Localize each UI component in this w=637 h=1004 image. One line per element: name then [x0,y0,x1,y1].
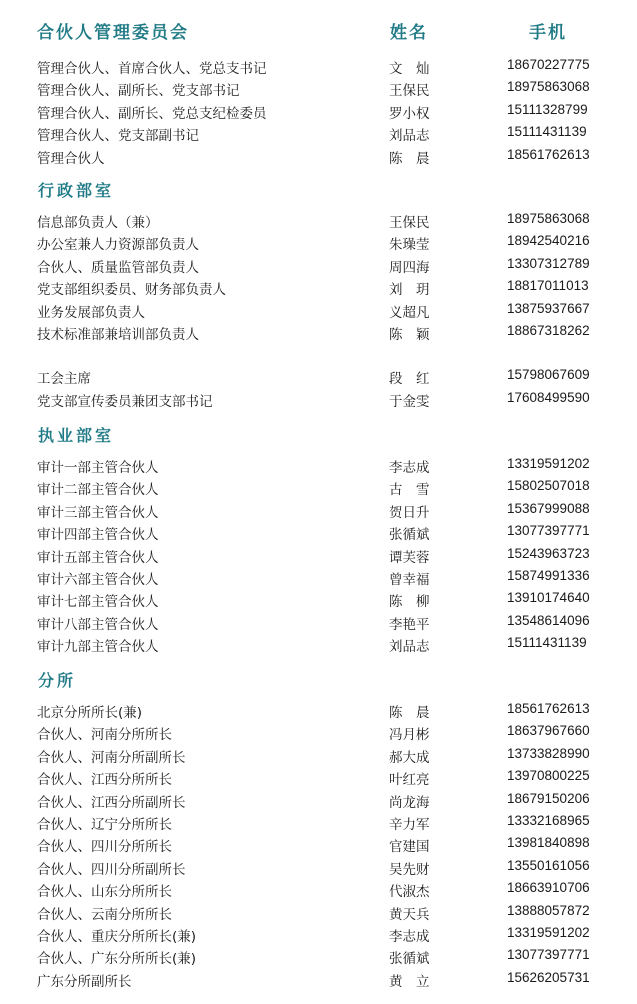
row-phone: 15243963723 [507,545,590,561]
row-phone: 18942540216 [507,233,590,249]
row-title: 办公室兼人力资源部负责人 [37,237,199,254]
row-phone: 18679150206 [507,790,590,806]
directory-row [0,858,637,880]
row-phone: 15798067609 [507,367,590,383]
row-phone: 13319591202 [507,925,590,940]
row-phone: 18817011013 [507,278,589,294]
row-phone: 13548614096 [507,612,590,628]
row-phone: 13970800225 [507,768,590,784]
row-name: 李志成 [389,460,430,476]
row-name: 文 灿 [389,61,430,77]
row-title: 业务发展部负责人 [37,304,145,321]
row-name: 李艳平 [389,616,430,633]
row-phone: 13307312789 [507,255,590,271]
row-name: 辛力军 [389,817,430,833]
directory-row [0,813,637,835]
section-heading: 执业部室 [38,426,115,445]
row-title: 合伙人、四川分所所长 [37,839,172,856]
row-phone: 13910174640 [507,590,590,606]
row-name: 张循斌 [389,527,430,544]
row-title: 党支部组织委员、财务部负责人 [37,282,226,299]
row-title: 合伙人、江西分所所长 [37,772,172,789]
row-phone: 13077397771 [507,523,590,539]
row-name: 黄天兵 [389,906,430,923]
directory-row [0,546,637,568]
row-phone: 15626205731 [507,969,590,985]
row-name: 陈 晨 [389,705,430,721]
directory-header [0,18,637,46]
row-name: 黄 立 [389,973,430,990]
directory-row [0,791,637,813]
row-name: 吴先财 [389,861,430,878]
row-title: 合伙人、云南分所所长 [37,906,172,923]
row-phone: 18975863068 [507,79,590,95]
row-title: 合伙人、广东分所所长(兼) [37,951,197,968]
row-title: 审计一部主管合伙人 [37,460,159,476]
directory-row [0,478,637,500]
directory-row [0,746,637,768]
row-name: 张循斌 [389,951,430,968]
row-phone: 15802507018 [507,478,590,494]
directory-row [0,301,637,323]
row-phone: 18561762613 [507,701,590,716]
row-title: 管理合伙人、副所长、党支部书记 [37,83,240,100]
directory-row [0,635,637,657]
directory-row [0,367,637,389]
directory-row [0,390,637,412]
row-title: 审计三部主管合伙人 [37,504,159,521]
directory-row [0,701,637,723]
name-column-header: 姓名 [390,23,428,43]
row-name: 冯月彬 [389,727,430,744]
directory-row [0,211,637,233]
row-title: 合伙人、山东分所所长 [37,884,172,901]
row-name: 陈 颖 [389,327,430,343]
row-title: 北京分所所长(兼) [37,705,143,721]
row-name: 陈 柳 [389,594,430,611]
row-title: 审计七部主管合伙人 [37,594,159,611]
directory-row [0,947,637,969]
row-phone: 15111328799 [507,101,588,117]
row-phone: 13319591202 [507,456,590,471]
directory-row [0,501,637,523]
directory-row [0,147,637,169]
row-phone: 15874991336 [507,568,590,583]
phone-column-header: 手机 [529,23,567,43]
row-title: 管理合伙人、党支部副书记 [37,128,199,145]
row-title: 审计九部主管合伙人 [37,639,159,656]
section-heading: 行政部室 [38,181,115,200]
row-title: 审计五部主管合伙人 [37,549,159,566]
row-title: 合伙人、河南分所副所长 [37,749,186,766]
directory-row [0,590,637,612]
row-name: 曾幸福 [389,572,430,588]
directory-row [0,79,637,101]
row-name: 叶红亮 [389,772,430,789]
row-name: 刘品志 [389,639,430,656]
row-phone: 15111431139 [507,635,587,651]
row-name: 官建国 [389,839,430,856]
row-phone: 18670227775 [507,57,590,72]
row-title: 管理合伙人、副所长、党总支纪检委员 [37,105,267,122]
row-name: 古 雪 [389,482,430,499]
row-title: 合伙人、质量监管部负责人 [37,259,199,276]
row-title: 合伙人、江西分所副所长 [37,794,186,811]
row-name: 义超凡 [389,304,430,321]
row-name: 刘 玥 [389,282,430,299]
row-phone: 15111431139 [507,124,587,140]
directory-row [0,903,637,925]
section-heading: 分所 [38,671,77,690]
row-phone: 13875937667 [507,300,590,316]
row-title: 合伙人、辽宁分所所长 [37,817,172,833]
directory-row [0,102,637,124]
row-name: 于金雯 [389,393,430,410]
row-title: 工会主席 [37,371,91,388]
row-phone: 17608499590 [507,389,590,405]
directory-row [0,925,637,947]
row-name: 尚龙海 [389,794,430,811]
directory-row [0,256,637,278]
row-title: 合伙人、重庆分所所长(兼) [37,929,197,945]
row-name: 代淑杰 [389,884,430,901]
row-phone: 13550161056 [507,857,590,873]
directory-row [0,456,637,478]
directory-row [0,970,637,992]
row-phone: 13888057872 [507,902,590,918]
row-name: 李志成 [389,929,430,945]
committee-heading: 合伙人管理委员会 [37,23,189,43]
directory-row [0,768,637,790]
directory-row [0,323,637,345]
row-name: 谭芙蓉 [389,549,430,566]
directory-row [0,57,637,79]
row-phone: 18561762613 [507,146,590,162]
row-title: 信息部负责人（兼） [37,215,159,231]
row-phone: 13332168965 [507,813,590,828]
row-title: 合伙人、四川分所副所长 [37,861,186,878]
row-title: 广东分所副所长 [37,973,132,990]
directory-row [0,278,637,300]
row-name: 贺日升 [389,504,430,521]
directory-row [0,723,637,745]
row-name: 刘品志 [389,128,430,145]
row-phone: 13733828990 [507,745,590,761]
row-title: 技术标准部兼培训部负责人 [37,327,199,343]
directory-row [0,568,637,590]
row-name: 段 红 [389,371,430,388]
directory-row [0,523,637,545]
row-phone: 18975863068 [507,211,590,226]
row-name: 陈 晨 [389,150,430,167]
row-title: 审计八部主管合伙人 [37,616,159,633]
row-phone: 15367999088 [507,500,590,516]
row-phone: 18663910706 [507,880,590,896]
row-phone: 18637967660 [507,723,590,739]
row-name: 周四海 [389,259,430,276]
directory-row [0,233,637,255]
row-phone: 18867318262 [507,323,590,338]
directory-row [0,880,637,902]
row-title: 合伙人、河南分所所长 [37,727,172,744]
row-name: 王保民 [389,215,430,231]
row-title: 管理合伙人 [37,150,105,167]
directory-row [0,835,637,857]
directory-row [0,613,637,635]
row-phone: 13077397771 [507,947,590,963]
row-phone: 13981840898 [507,835,590,851]
row-name: 郝大成 [389,749,430,766]
row-name: 罗小权 [389,105,430,122]
row-name: 王保民 [389,83,430,100]
row-name: 朱璪莹 [389,237,430,254]
row-title: 审计六部主管合伙人 [37,572,159,588]
row-title: 管理合伙人、首席合伙人、党总支书记 [37,61,267,77]
row-title: 审计四部主管合伙人 [37,527,159,544]
directory-row [0,124,637,146]
row-title: 审计二部主管合伙人 [37,482,159,499]
row-title: 党支部宣传委员兼团支部书记 [37,393,213,410]
